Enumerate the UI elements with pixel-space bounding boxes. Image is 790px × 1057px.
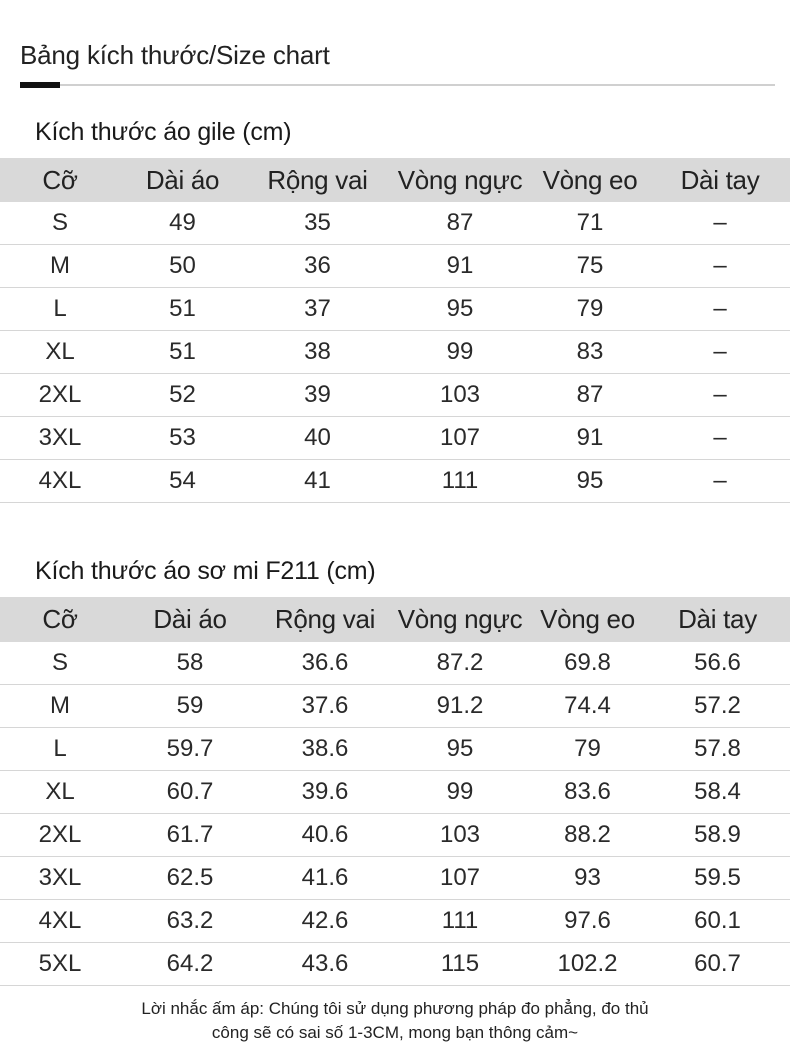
table-row [0, 245, 790, 288]
table-cell: 50 [120, 245, 245, 288]
table-cell: 91 [530, 417, 650, 460]
table-cell: 59.5 [645, 857, 790, 900]
table-row [0, 374, 790, 417]
table-cell: M [0, 245, 120, 288]
column-header: Vòng eo [530, 158, 650, 202]
table-cell: 39.6 [260, 771, 390, 814]
table-row [0, 900, 790, 943]
table-row [0, 814, 790, 857]
table-cell: 79 [530, 288, 650, 331]
table-cell: 103 [390, 814, 530, 857]
table-cell: 64.2 [120, 943, 260, 986]
table-cell: 37.6 [260, 685, 390, 728]
table-cell: – [650, 288, 790, 331]
table-cell: 36.6 [260, 642, 390, 685]
table-cell: 49 [120, 202, 245, 245]
table-cell: 62.5 [120, 857, 260, 900]
table-cell: 95 [390, 728, 530, 771]
table-cell: – [650, 460, 790, 503]
shirt-size-table [0, 597, 790, 986]
table-cell: 3XL [0, 857, 120, 900]
table-cell: 75 [530, 245, 650, 288]
table-cell: 83.6 [530, 771, 645, 814]
table-cell: 107 [390, 417, 530, 460]
gile-section-title: Kích thước áo gile (cm) [35, 118, 292, 146]
column-header: Rộng vai [245, 158, 390, 202]
table-cell: 95 [530, 460, 650, 503]
table-cell: 111 [390, 460, 530, 503]
table-cell: 91.2 [390, 685, 530, 728]
table-cell: 39 [245, 374, 390, 417]
table-cell: 60.7 [645, 943, 790, 986]
table-cell: 38 [245, 331, 390, 374]
table-cell: 59.7 [120, 728, 260, 771]
table-cell: 58 [120, 642, 260, 685]
table-cell: L [0, 288, 120, 331]
gile-size-table [0, 158, 790, 503]
footer-note-line: công sẽ có sai số 1-3CM, mong bạn thông cảm~ [211, 1023, 579, 1042]
footer-note [0, 997, 790, 1045]
table-cell: 35 [245, 202, 390, 245]
table-cell: 111 [390, 900, 530, 943]
table-cell: 43.6 [260, 943, 390, 986]
table-cell: S [0, 202, 120, 245]
table-cell: 91 [390, 245, 530, 288]
footer-note-line: Lời nhắc ấm áp: Chúng tôi sử dụng phương pháp đo phẳng, đo thủ [141, 999, 649, 1018]
table-cell: 95 [390, 288, 530, 331]
table-row [0, 728, 790, 771]
table-cell: 102.2 [530, 943, 645, 986]
table-cell: – [650, 374, 790, 417]
title-divider [20, 84, 775, 86]
table-cell: 88.2 [530, 814, 645, 857]
table-header-row [0, 158, 790, 202]
table-cell: 60.1 [645, 900, 790, 943]
column-header: Cỡ [0, 158, 120, 202]
table-cell: 87 [530, 374, 650, 417]
column-header: Dài tay [645, 597, 790, 642]
table-cell: 74.4 [530, 685, 645, 728]
column-header: Vòng ngực [390, 158, 530, 202]
table-cell: 99 [390, 771, 530, 814]
table-cell: 60.7 [120, 771, 260, 814]
table-cell: 5XL [0, 943, 120, 986]
table-cell: 37 [245, 288, 390, 331]
table-row [0, 202, 790, 245]
table-cell: 59 [120, 685, 260, 728]
table-cell: 115 [390, 943, 530, 986]
column-header: Dài áo [120, 158, 245, 202]
table-row [0, 288, 790, 331]
table-cell: – [650, 331, 790, 374]
column-header: Dài áo [120, 597, 260, 642]
table-row [0, 771, 790, 814]
table-row [0, 943, 790, 986]
table-cell: – [650, 245, 790, 288]
table-cell: 51 [120, 288, 245, 331]
column-header: Rộng vai [260, 597, 390, 642]
table-cell: XL [0, 771, 120, 814]
table-row [0, 417, 790, 460]
table-cell: 69.8 [530, 642, 645, 685]
table-cell: 3XL [0, 417, 120, 460]
table-cell: 61.7 [120, 814, 260, 857]
table-cell: 63.2 [120, 900, 260, 943]
column-header: Dài tay [650, 158, 790, 202]
table-cell: 41 [245, 460, 390, 503]
column-header: Vòng ngực [390, 597, 530, 642]
table-cell: 57.2 [645, 685, 790, 728]
table-cell: 87.2 [390, 642, 530, 685]
table-cell: 58.9 [645, 814, 790, 857]
table-cell: 87 [390, 202, 530, 245]
table-cell: – [650, 202, 790, 245]
table-cell: 97.6 [530, 900, 645, 943]
table-cell: 93 [530, 857, 645, 900]
table-cell: 107 [390, 857, 530, 900]
table-cell: 2XL [0, 814, 120, 857]
table-cell: 71 [530, 202, 650, 245]
page-title: Bảng kích thước/Size chart [20, 40, 330, 70]
table-cell: 4XL [0, 460, 120, 503]
table-cell: 40.6 [260, 814, 390, 857]
table-cell: – [650, 417, 790, 460]
table-row [0, 460, 790, 503]
table-cell: 40 [245, 417, 390, 460]
table-cell: 41.6 [260, 857, 390, 900]
shirt-section-title: Kích thước áo sơ mi F211 (cm) [35, 557, 376, 585]
table-cell: 79 [530, 728, 645, 771]
table-cell: 58.4 [645, 771, 790, 814]
table-cell: 54 [120, 460, 245, 503]
table-cell: 51 [120, 331, 245, 374]
table-row [0, 685, 790, 728]
table-cell: 57.8 [645, 728, 790, 771]
table-cell: 103 [390, 374, 530, 417]
table-cell: 83 [530, 331, 650, 374]
table-cell: 36 [245, 245, 390, 288]
table-cell: XL [0, 331, 120, 374]
title-divider-accent [20, 82, 60, 88]
table-cell: 38.6 [260, 728, 390, 771]
column-header: Vòng eo [530, 597, 645, 642]
table-cell: 56.6 [645, 642, 790, 685]
table-row [0, 331, 790, 374]
table-cell: S [0, 642, 120, 685]
table-cell: L [0, 728, 120, 771]
table-row [0, 857, 790, 900]
table-row [0, 642, 790, 685]
column-header: Cỡ [0, 597, 120, 642]
table-cell: 2XL [0, 374, 120, 417]
table-cell: 4XL [0, 900, 120, 943]
table-cell: 53 [120, 417, 245, 460]
table-header-row [0, 597, 790, 642]
table-cell: 52 [120, 374, 245, 417]
table-cell: 42.6 [260, 900, 390, 943]
table-cell: M [0, 685, 120, 728]
table-cell: 99 [390, 331, 530, 374]
